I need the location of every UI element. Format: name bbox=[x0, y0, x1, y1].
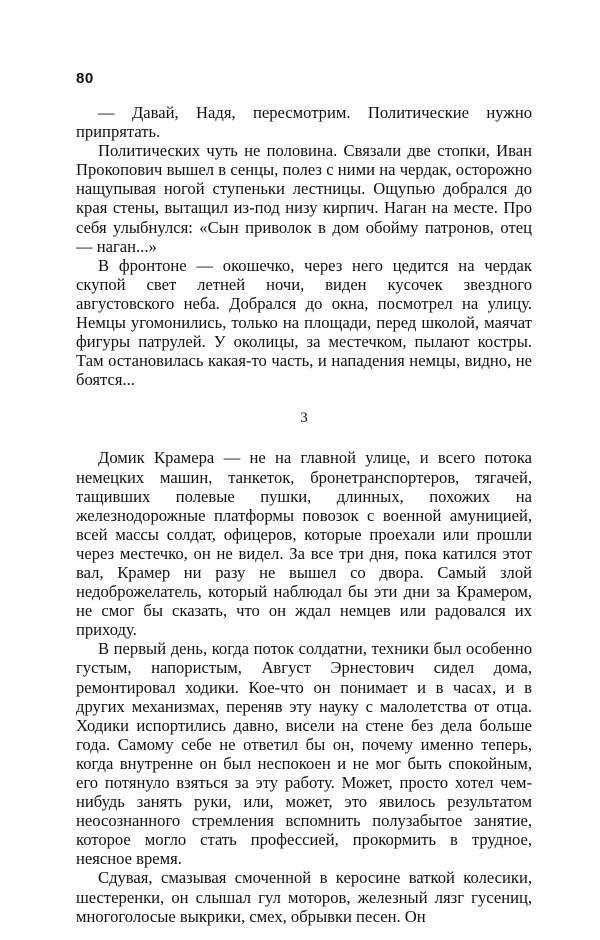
paragraph: Сдувая, смазывая смоченной в керосине ваткой колесики, шестеренки, он слышал гул моторов, железный лязг гусениц, многоголосые выкрики, смех, обрывки песен. Он bbox=[76, 868, 532, 926]
page-number: 80 bbox=[76, 70, 94, 87]
page-text bbox=[76, 103, 532, 926]
section-number: 3 bbox=[300, 410, 308, 427]
paragraph: В первый день, когда поток солдатни, техники был особенно густым, напористым, Август Эрнестович сидел дома, ремонтировал ходики. Кое-что он понимает и в часах, и в других механизмах, переняв эту науку с малолетства от отца. Ходики испортились давно, висели на стене без дела больше года. Самому себе не ответил бы он, почему именно теперь, когда внутренне он был неспокоен и не мог быть спокойным, его потянуло взяться за эту работу. Может, просто хотел чем-нибудь занять руки, или, может, это явилось результатом неосознанного стремления вспомнить полузабытое занятие, которое могло стать профессией, прокормить в трудное, неясное время. bbox=[76, 639, 532, 869]
paragraph: Домик Крамера — не на главной улице, и всего потока немецких машин, танкеток, бронетранспортеров, тягачей, тащивших полевые пушки, длинных, похожих на железнодорожные платформы повозок с военной амуницией, всей массы солдат, офицеров, которые проехали или прошли через местечко, он не видел. За все три дня, пока катился этот вал, Крамер ни разу не вышел со двора. Самый злой недоброжелатель, который наблюдал бы эти дни за Крамером, не смог бы сказать, что он ждал немцев или радовался их приходу. bbox=[76, 448, 532, 640]
paragraph: — Давай, Надя, пересмотрим. Политические нужно припрятать. bbox=[76, 103, 532, 142]
paragraph: В фронтоне — окошечко, через него цедится на чердак скупой свет летней ночи, виден кусочек звездного августовского неба. Добрался до окна, посмотрел на улицу. Немцы угомонились, только на площади, перед школой, маячат фигуры патрулей. У околицы, за местечком, пылают костры. Там остановилась какая-то часть, и нападения немцы, видно, не боятся... bbox=[76, 255, 532, 390]
paragraph: Политических чуть не половина. Связали две стопки, Иван Прокопович вышел в сенцы, полез с ними на чердак, осторожно нащупывая ногой ступеньки лестницы. Ощупью добрался до края стены, вытащил из-под низу кирпич. Наган на месте. Про себя улыбнулся: «Сын приволок в дом обойму патронов, отец — наган...» bbox=[76, 141, 532, 256]
